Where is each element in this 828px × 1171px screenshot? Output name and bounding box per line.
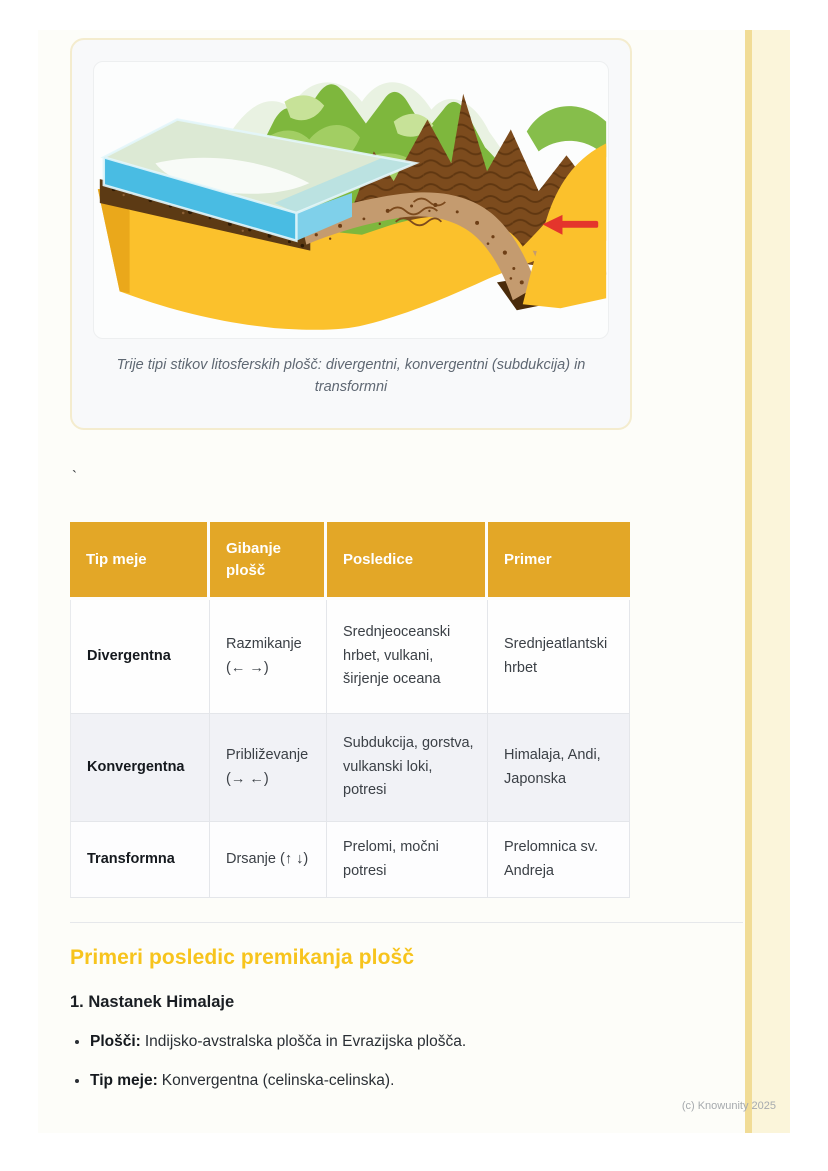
bullet-label: Plošči:	[90, 1033, 141, 1050]
bullet-text: Konvergentna (celinska-celinska).	[161, 1071, 395, 1089]
table-row	[70, 714, 630, 822]
plate-tectonics-illustration	[93, 61, 609, 339]
table-cell: Prelomnica sv. Andreja	[488, 822, 630, 898]
plate-boundary-table	[70, 522, 630, 898]
table-cell: Divergentna	[70, 600, 210, 714]
table-cell: Transformna	[70, 822, 210, 898]
table-cell: Razmikanje (← →)	[210, 600, 327, 714]
list-item	[90, 1031, 745, 1053]
table-header-tip-meje: Tip meje	[70, 522, 210, 600]
table-cell: Prelomi, močni potresi	[327, 822, 488, 898]
copyright-watermark: (c) Knowunity 2025	[681, 1100, 776, 1112]
table-cell: Približevanje (→ ←)	[210, 714, 327, 822]
page-edge-stripe	[745, 30, 752, 1133]
table-row	[70, 822, 630, 898]
list-item	[90, 1070, 745, 1092]
section-heading: Primeri posledic premikanja plošč	[70, 946, 415, 969]
table-row	[70, 600, 630, 714]
table-cell: Subdukcija, gorstva, vulkanski loki, potresi	[327, 714, 488, 822]
table-header-gibanje: Gibanje plošč	[210, 522, 327, 600]
table-header-posledice: Posledice	[327, 522, 488, 600]
figure-caption: Trije tipi stikov litosferskih plošč: divergentni, konvergentni (subdukcija) in transformni	[116, 357, 586, 396]
bullet-list	[90, 1031, 745, 1091]
table-cell: Srednjeatlantski hrbet	[488, 600, 630, 714]
subsection-heading: 1. Nastanek Himalaje	[70, 993, 235, 1011]
table-cell: Konvergentna	[70, 714, 210, 822]
stray-backtick: `	[72, 468, 77, 485]
table-header-row	[70, 522, 630, 600]
plate-diagram-svg	[94, 62, 608, 338]
table-cell: Srednjeoceanski hrbet, vulkani, širjenje oceana	[327, 600, 488, 714]
figure-card	[70, 38, 632, 430]
table-cell: Himalaja, Andi, Japonska	[488, 714, 630, 822]
bullet-label: Tip meje:	[90, 1071, 158, 1089]
bullet-text: Indijsko-avstralska plošča in Evrazijska plošča.	[144, 1033, 467, 1050]
table-cell: Drsanje (↑ ↓)	[210, 822, 327, 898]
section-divider	[70, 922, 743, 923]
content-column	[38, 30, 745, 1133]
page-edge-band	[752, 30, 790, 1133]
table-header-primer: Primer	[488, 522, 630, 600]
